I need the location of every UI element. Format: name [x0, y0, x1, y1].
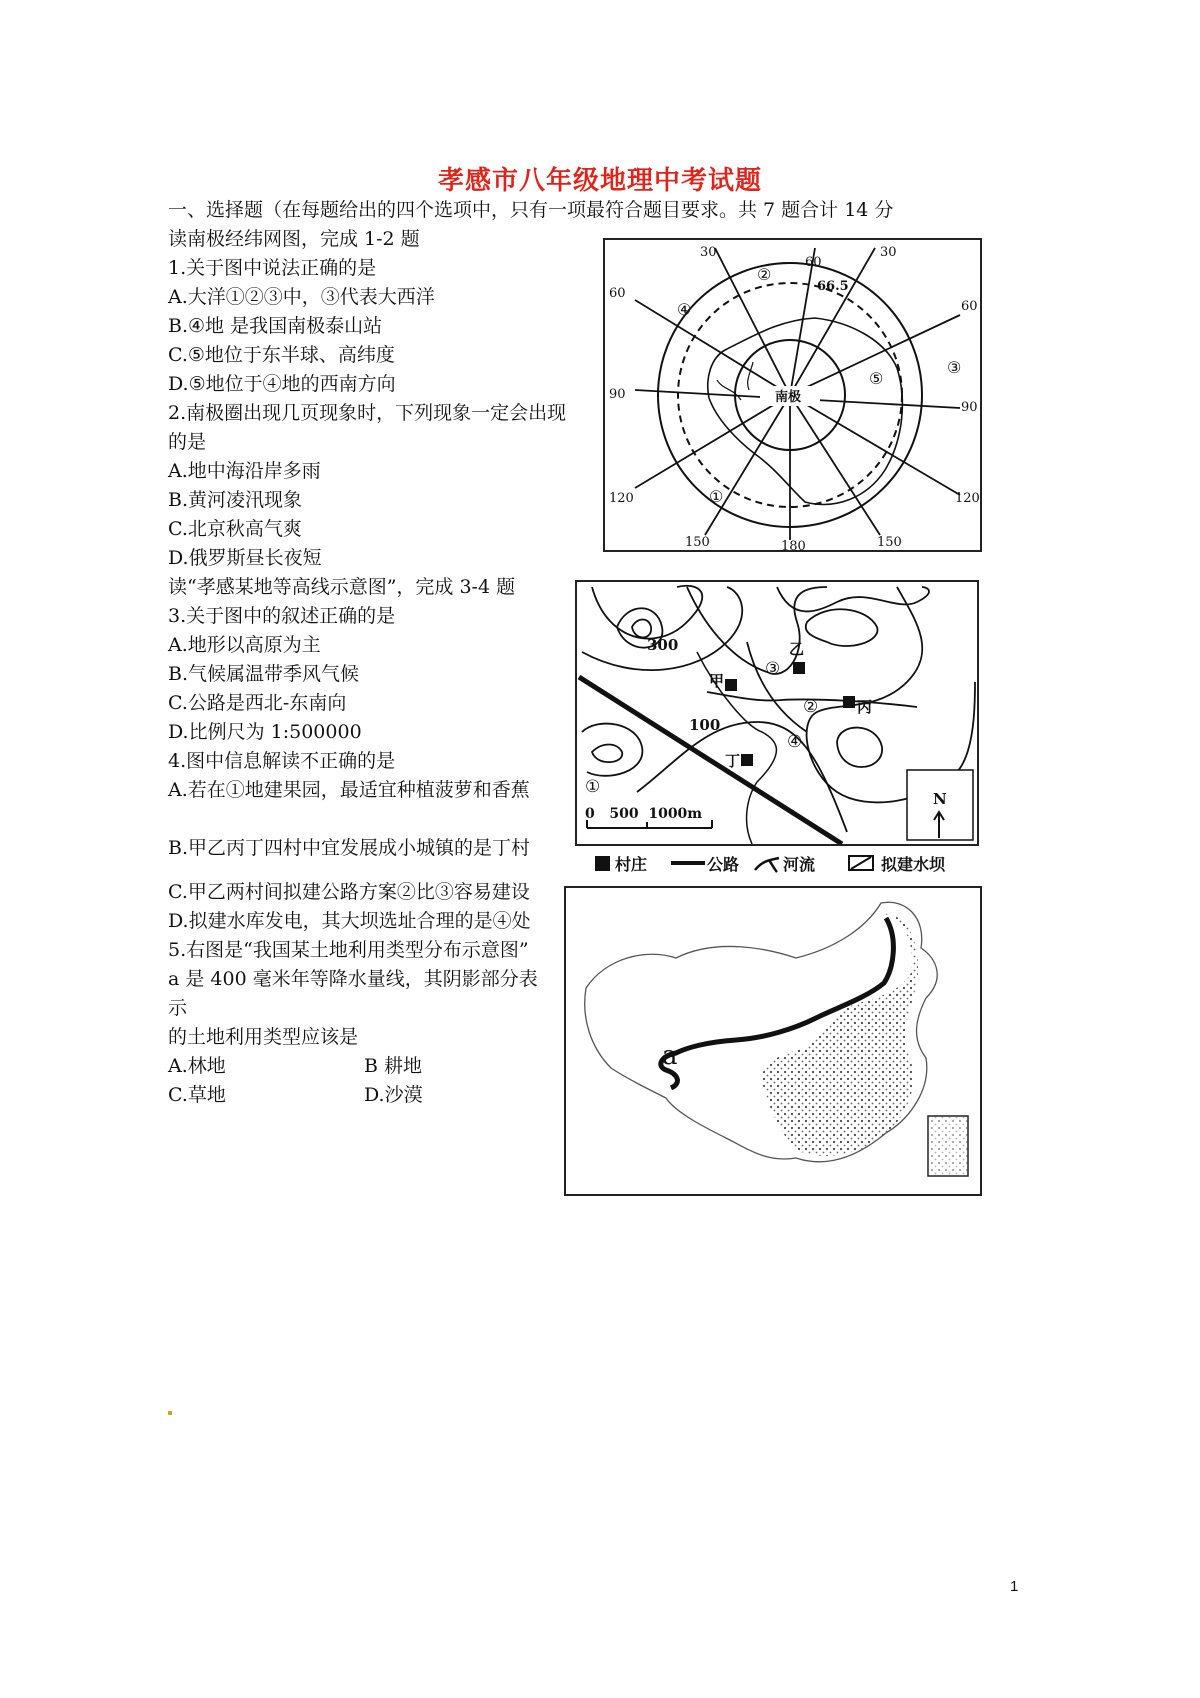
longitude-label: 150	[685, 535, 710, 550]
text-line: 的是	[168, 431, 207, 453]
china-land-use-map	[564, 886, 982, 1196]
longitude-label: 120	[609, 491, 634, 506]
text-line: C.⑤地位于东半球、高纬度	[168, 344, 395, 366]
longitude-label: 150	[877, 535, 902, 550]
village-label: 甲	[709, 672, 725, 690]
ocean-mark: ②	[757, 265, 772, 284]
longitude-label: 30	[700, 245, 717, 260]
text-line: 读南极经纬网图，完成 1-2 题	[168, 228, 420, 250]
contour-label: 300	[647, 636, 679, 654]
longitude-label: 90	[609, 387, 626, 402]
text-line: 2.南极圈出现几页现象时，下列现象一定会出现	[168, 402, 567, 424]
page-number: 1	[1010, 1578, 1019, 1595]
longitude-label: 180	[781, 539, 806, 550]
text-line: B.④地 是我国南极泰山站	[168, 315, 383, 337]
text-line: A.地中海沿岸多雨	[168, 460, 321, 482]
section-heading: 一、选择题（在每题给出的四个选项中，只有一项最符合题目要求。共 7 题合计 14 分	[168, 199, 894, 221]
site-mark: ④	[677, 300, 692, 319]
legend-dam-label: 拟建水坝	[881, 855, 946, 874]
text-line: 1.关于图中说法正确的是	[168, 257, 377, 279]
text-line: 5.右图是“我国某土地利用类型分布示意图”	[168, 939, 529, 961]
page-title: 孝感市八年级地理中考试题	[437, 166, 762, 196]
text-line: A.若在①地建果园，最适宜种植菠萝和香蕉	[168, 779, 530, 801]
legend-village-label: 村庄	[615, 855, 648, 874]
text-line: a 是 400 毫米年等降水量线，其阴影部分表	[168, 968, 538, 990]
point-mark: ③	[765, 659, 781, 679]
point-mark: ④	[787, 732, 803, 752]
longitude-label: 120	[955, 491, 980, 506]
isohyet-label: a	[662, 1041, 678, 1071]
ocean-mark: ①	[709, 487, 724, 506]
text-line: A.地形以高原为主	[168, 634, 321, 656]
village-label: 丙	[857, 698, 873, 716]
longitude-label: 30	[880, 245, 897, 260]
point-mark: ①	[585, 777, 601, 797]
option-a: A.林地	[168, 1055, 226, 1077]
point-mark: ②	[803, 697, 819, 717]
decorative-dot	[168, 1411, 172, 1415]
longitude-label: 60	[961, 299, 978, 314]
text-line: 示	[168, 997, 188, 1019]
text-line: C.甲乙两村间拟建公路方案②比③容易建设	[168, 881, 530, 903]
text-line: C.公路是西北-东南向	[168, 692, 347, 714]
option-b: B 耕地	[364, 1055, 423, 1077]
text-line: D.比例尺为 1:500000	[168, 721, 362, 743]
ocean-mark: ③	[947, 358, 962, 377]
contour-legend	[593, 850, 983, 876]
longitude-label: 60	[609, 286, 626, 301]
longitude-label: 60	[805, 255, 822, 270]
legend-river-label: 河流	[783, 855, 816, 874]
text-line: 4.图中信息解读不正确的是	[168, 750, 396, 772]
text-line: C.北京秋高气爽	[168, 518, 302, 540]
legend-road-label: 公路	[707, 855, 740, 874]
option-c: C.草地	[168, 1084, 226, 1106]
text-line: B.气候属温带季风气候	[168, 663, 360, 685]
north-arrow-label: N	[933, 790, 947, 808]
contour-map	[575, 580, 979, 846]
village-label: 乙	[789, 640, 805, 658]
scale-bar-label: 0 500 1000m	[585, 806, 703, 822]
text-line: D.⑤地位于④地的西南方向	[168, 373, 396, 395]
text-line: B.甲乙丙丁四村中宜发展成小城镇的是丁村	[168, 837, 531, 859]
text-line: 的土地利用类型应该是	[168, 1026, 359, 1048]
south-pole-label: 南极	[775, 390, 802, 405]
contour-label: 100	[689, 716, 721, 734]
text-line: 3.关于图中的叙述正确的是	[168, 605, 396, 627]
text-line: A.大洋①②③中，③代表大西洋	[168, 286, 435, 308]
antarctic-map	[603, 238, 982, 552]
text-line: D.俄罗斯昼长夜短	[168, 547, 322, 569]
option-d: D.沙漠	[364, 1084, 423, 1106]
text-line: 读“孝感某地等高线示意图”，完成 3-4 题	[168, 576, 516, 598]
village-label: 丁	[725, 752, 741, 770]
text-line: B.黄河凌汛现象	[168, 489, 303, 511]
antarctic-circle-label: 66.5	[817, 279, 849, 294]
text-line: D.拟建水库发电，其大坝选址合理的是④处	[168, 910, 531, 932]
site-mark: ⑤	[869, 369, 884, 388]
longitude-label: 90	[961, 400, 978, 415]
